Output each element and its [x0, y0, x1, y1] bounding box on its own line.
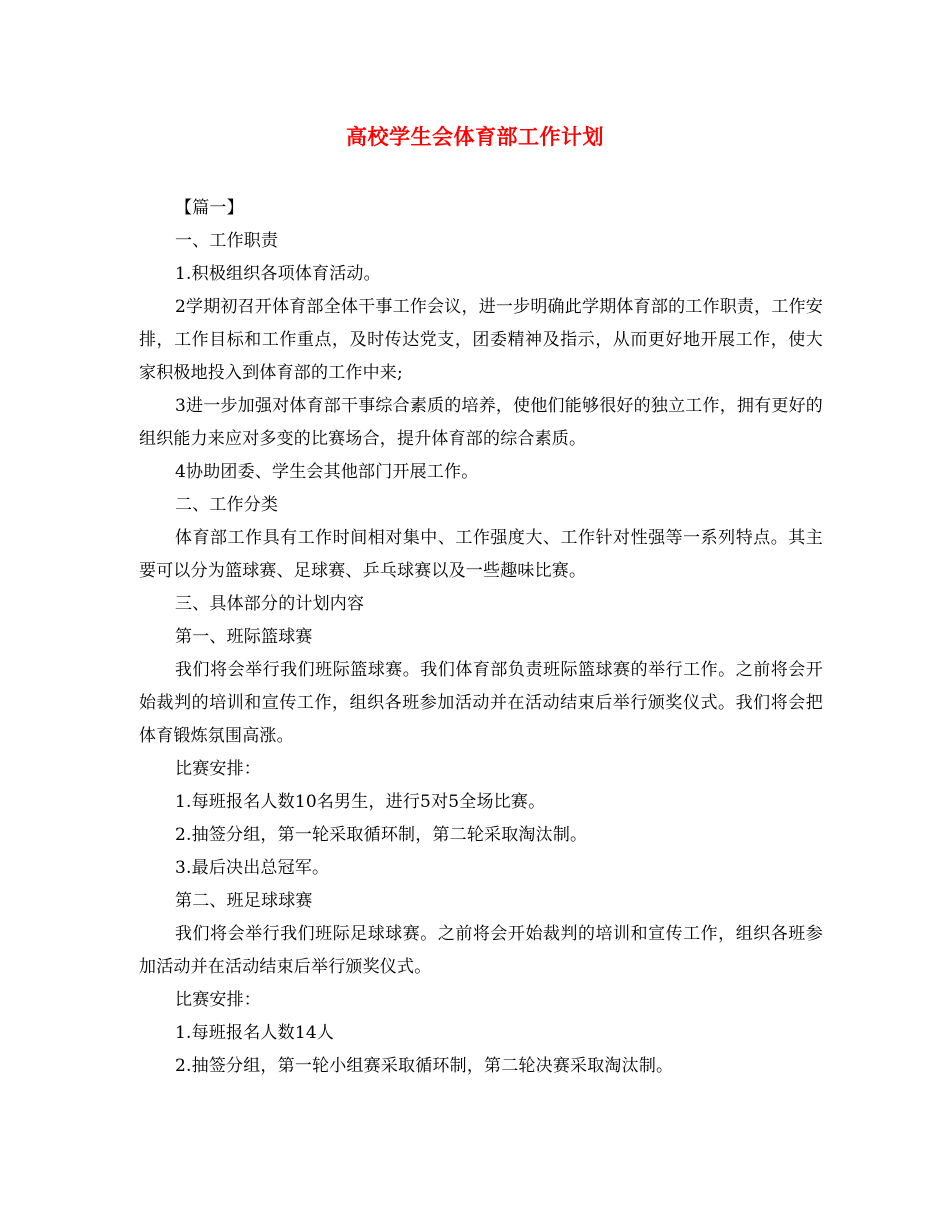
- subheading-basketball: 第一、班际篮球赛: [175, 627, 313, 647]
- section-label: 【篇一】: [175, 198, 244, 218]
- list-item: 2.抽签分组，第一轮采取循环制，第二轮采取淘汰制。: [175, 825, 588, 845]
- paragraph: 1.积极组织各项体育活动。: [175, 264, 381, 284]
- paragraph: 我们将会举行我们班际足球球赛。之前将会开始裁判的培训和宣传工作，组织各班参加活动并在活动结束后举行颁奖仪式。: [139, 924, 823, 977]
- document-body: [139, 192, 823, 1083]
- list-item: 1.每班报名人数10名男生，进行5对5全场比赛。: [175, 792, 546, 812]
- paragraph: 体育部工作具有工作时间相对集中、工作强度大、工作针对性强等一系列特点。其主要可以分为篮球赛、足球赛、乒乓球赛以及一些趣味比赛。: [139, 528, 823, 581]
- list-item: 3.最后决出总冠军。: [175, 858, 330, 878]
- heading-work-duties: 一、工作职责: [175, 231, 279, 251]
- subheading-football: 第二、班足球球赛: [175, 891, 313, 911]
- schedule-label: 比赛安排：: [175, 759, 261, 779]
- document-title: 高校学生会体育部工作计划: [346, 125, 604, 149]
- schedule-label: 比赛安排：: [175, 990, 261, 1010]
- paragraph: 2学期初召开体育部全体干事工作会议，进一步明确此学期体育部的工作职责，工作安排，工作目标和工作重点，及时传达党支，团委精神及指示，从而更好地开展工作，使大家积极地投入到体育部的工作中来;: [139, 297, 823, 383]
- list-item: 1.每班报名人数14人: [175, 1023, 335, 1043]
- list-item: 2.抽签分组，第一轮小组赛采取循环制，第二轮决赛采取淘汰制。: [175, 1056, 674, 1076]
- paragraph: 4协助团委、学生会其他部门开展工作。: [175, 462, 479, 482]
- paragraph: 3进一步加强对体育部干事综合素质的培养，使他们能够很好的独立工作，拥有更好的组织能力来应对多变的比赛场合，提升体育部的综合素质。: [139, 396, 823, 449]
- heading-plan-content: 三、具体部分的计划内容: [175, 594, 365, 614]
- paragraph: 我们将会举行我们班际篮球赛。我们体育部负责班际篮球赛的举行工作。之前将会开始裁判的培训和宣传工作，组织各班参加活动并在活动结束后举行颁奖仪式。我们将会把体育锻炼氛围高涨。: [139, 660, 823, 746]
- heading-work-categories: 二、工作分类: [175, 495, 279, 515]
